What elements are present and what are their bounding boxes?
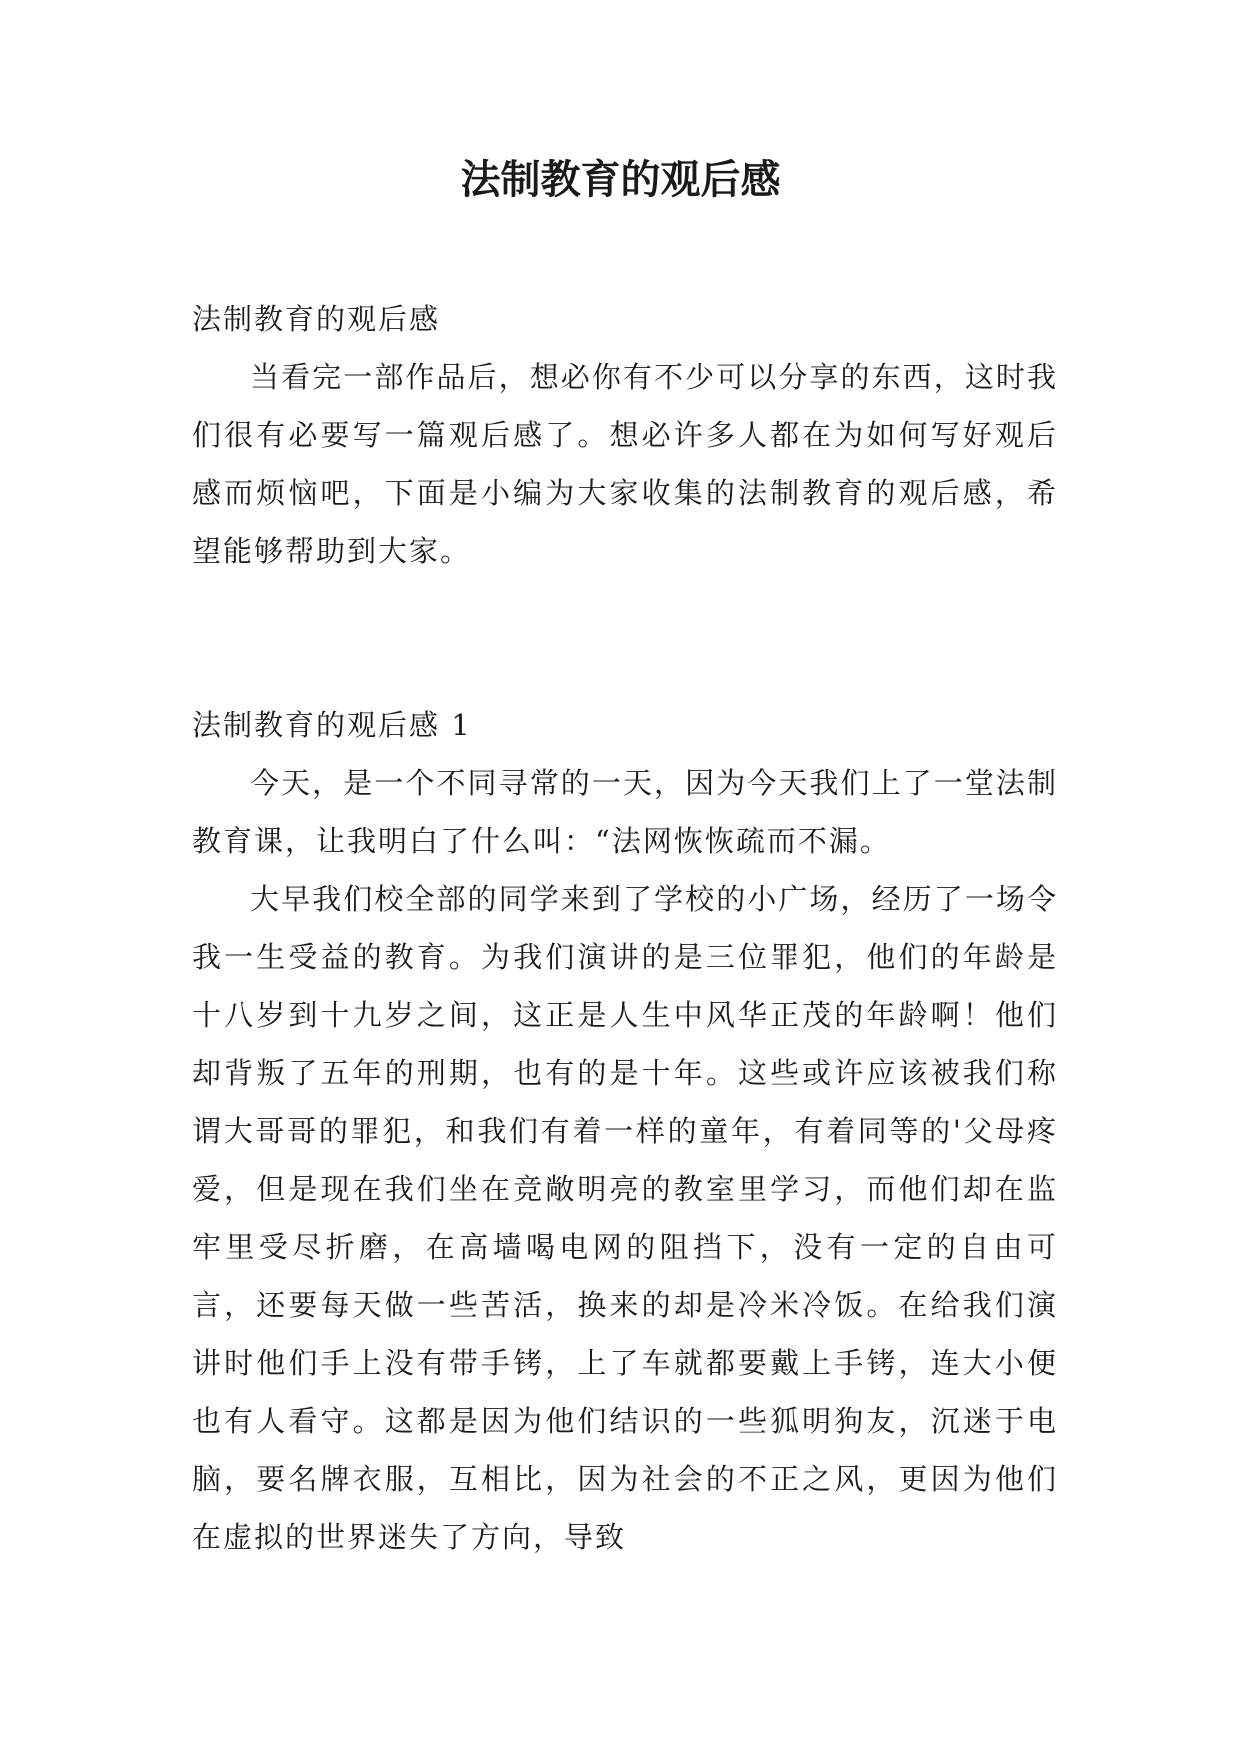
section-heading: 法制教育的观后感 1 [192,708,472,742]
intro-heading: 法制教育的观后感 [192,302,441,336]
intro-paragraph: 当看完一部作品后，想必你有不少可以分享的东西，这时我们很有必要写一篇观后感了。想必许多人都在为如何写好观后感而烦恼吧，下面是小编为大家收集的法制教育的观后感，希望能够帮助到大家。 [192,360,1058,568]
body-paragraph: 今天，是一个不同寻常的一天，因为今天我们上了一堂法制教育课，让我明白了什么叫：“法网恢恢疏而不漏。 [192,766,1058,858]
section-spacer [192,580,1058,696]
document-body [192,290,1058,1566]
document-title: 法制教育的观后感 [460,156,781,203]
body-paragraph: 大早我们校全部的同学来到了学校的小广场，经历了一场令我一生受益的教育。为我们演讲的是三位罪犯，他们的年龄是十八岁到十九岁之间，这正是人生中风华正茂的年龄啊！他们却背叛了五年的刑期，也有的是十年。这些或许应该被我们称谓大哥哥的罪犯，和我们有着一样的童年，有着同等的'父母疼爱，但是现在我们坐在竞敞明亮的教室里学习，而他们却在监牢里受尽折磨，在高墙喝电网的阻挡下，没有一定的自由可言，还要每天做一些苦活，换来的却是冷米冷饭。在给我们演讲时他们手上没有带手铐，上了车就都要戴上手铐，连大小便也有人看守。这都是因为他们结识的一些狐明狗友，沉迷于电脑，要名牌衣服，互相比，因为社会的不正之风，更因为他们在虚拟的世界迷失了方向，导致 [192,882,1058,1554]
